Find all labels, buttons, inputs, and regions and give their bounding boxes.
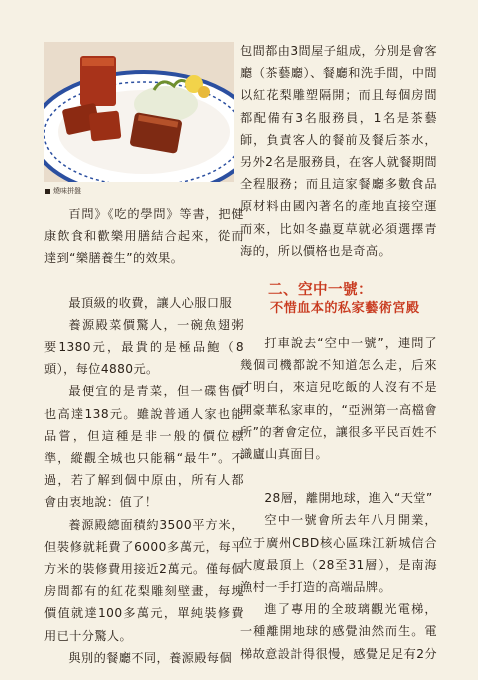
section-subtitle: 不惜血本的私家藝術宮殿 bbox=[270, 301, 420, 317]
caption-marker bbox=[45, 189, 50, 194]
paragraph: 打車說去“空中一號”，連問了幾個司機都說不知道怎么走，后來才明白，來這兒吃飯的人沒有不是開豪華私家車的，“亞洲第一高檔會所”的奢會定位，讓很多平民百姓不識廬山真面目。 bbox=[240, 336, 437, 462]
intro-paragraph: 百問》《吃的學問》等書，把健康飲食和歡樂用膳結合起來，從而達到“樂膳養生”的效果。 bbox=[44, 207, 244, 266]
photo-caption bbox=[45, 186, 81, 196]
paragraph: 包間都由3間屋子組成，分別是會客廳（茶藝廳）、餐廳和洗手間，中間以紅花梨雕塑隔開；而且每個房間都配備有3名服務員，1名是茶藝師，負責客人的餐前及餐后茶水，另外2名是服務員，在客人就餐期間全程服務；而且這家餐廳多數食品原材料由國內著名的產地直接空運而來，比如冬蟲夏草就必須選擇青海的，所以價格也是奇高。 bbox=[240, 44, 437, 258]
caption-text: 燒味拼盤 bbox=[53, 187, 81, 195]
right-column bbox=[240, 40, 437, 665]
left-column bbox=[44, 203, 244, 669]
roast-meat-platter-image bbox=[44, 42, 234, 182]
price-heading: 最頂級的收費，讓人心服口服 bbox=[68, 295, 233, 310]
paragraph: 與別的餐廳不同，養源殿每個 bbox=[68, 650, 233, 665]
paragraph: 最便宜的是青菜，但一碟售價也高達138元。雖說普通人家也能品嘗，但這種是非一般的價位標準，縱觀全城也只能稱“最牛”。不過，若了解到個中原由，所有人都會由衷地說：值了！ bbox=[44, 384, 244, 510]
paragraph: 養源殿菜價驚人，一碗魚翅粥要1380元，最貴的是極品鮑（8頭），每位4880元。 bbox=[44, 317, 244, 377]
paragraph: 進了專用的全玻璃觀光電梯，一種離開地球的感覺油然而生。電梯故意設計得很慢，感覺足足有2分 bbox=[240, 602, 437, 661]
food-photo bbox=[44, 42, 234, 182]
paragraph: 養源殿總面積約3500平方米，但裝修就耗費了6000多萬元，每平方米的裝修費用接近2萬元。僅每個房間都有的紅花梨雕刻壁畫，每塊價值就達100多萬元，單純裝修費用已十分驚人。 bbox=[44, 517, 244, 643]
paragraph: 空中一號會所去年八月開業，位于廣州CBD核心區珠江新城信合大廈最頂上（28至31層），是南海漁村一手打造的高端品牌。 bbox=[240, 513, 437, 595]
section-title: 二、空中一號： bbox=[268, 281, 373, 299]
subheading: 28層，離開地球，進入“天堂” bbox=[264, 491, 433, 506]
